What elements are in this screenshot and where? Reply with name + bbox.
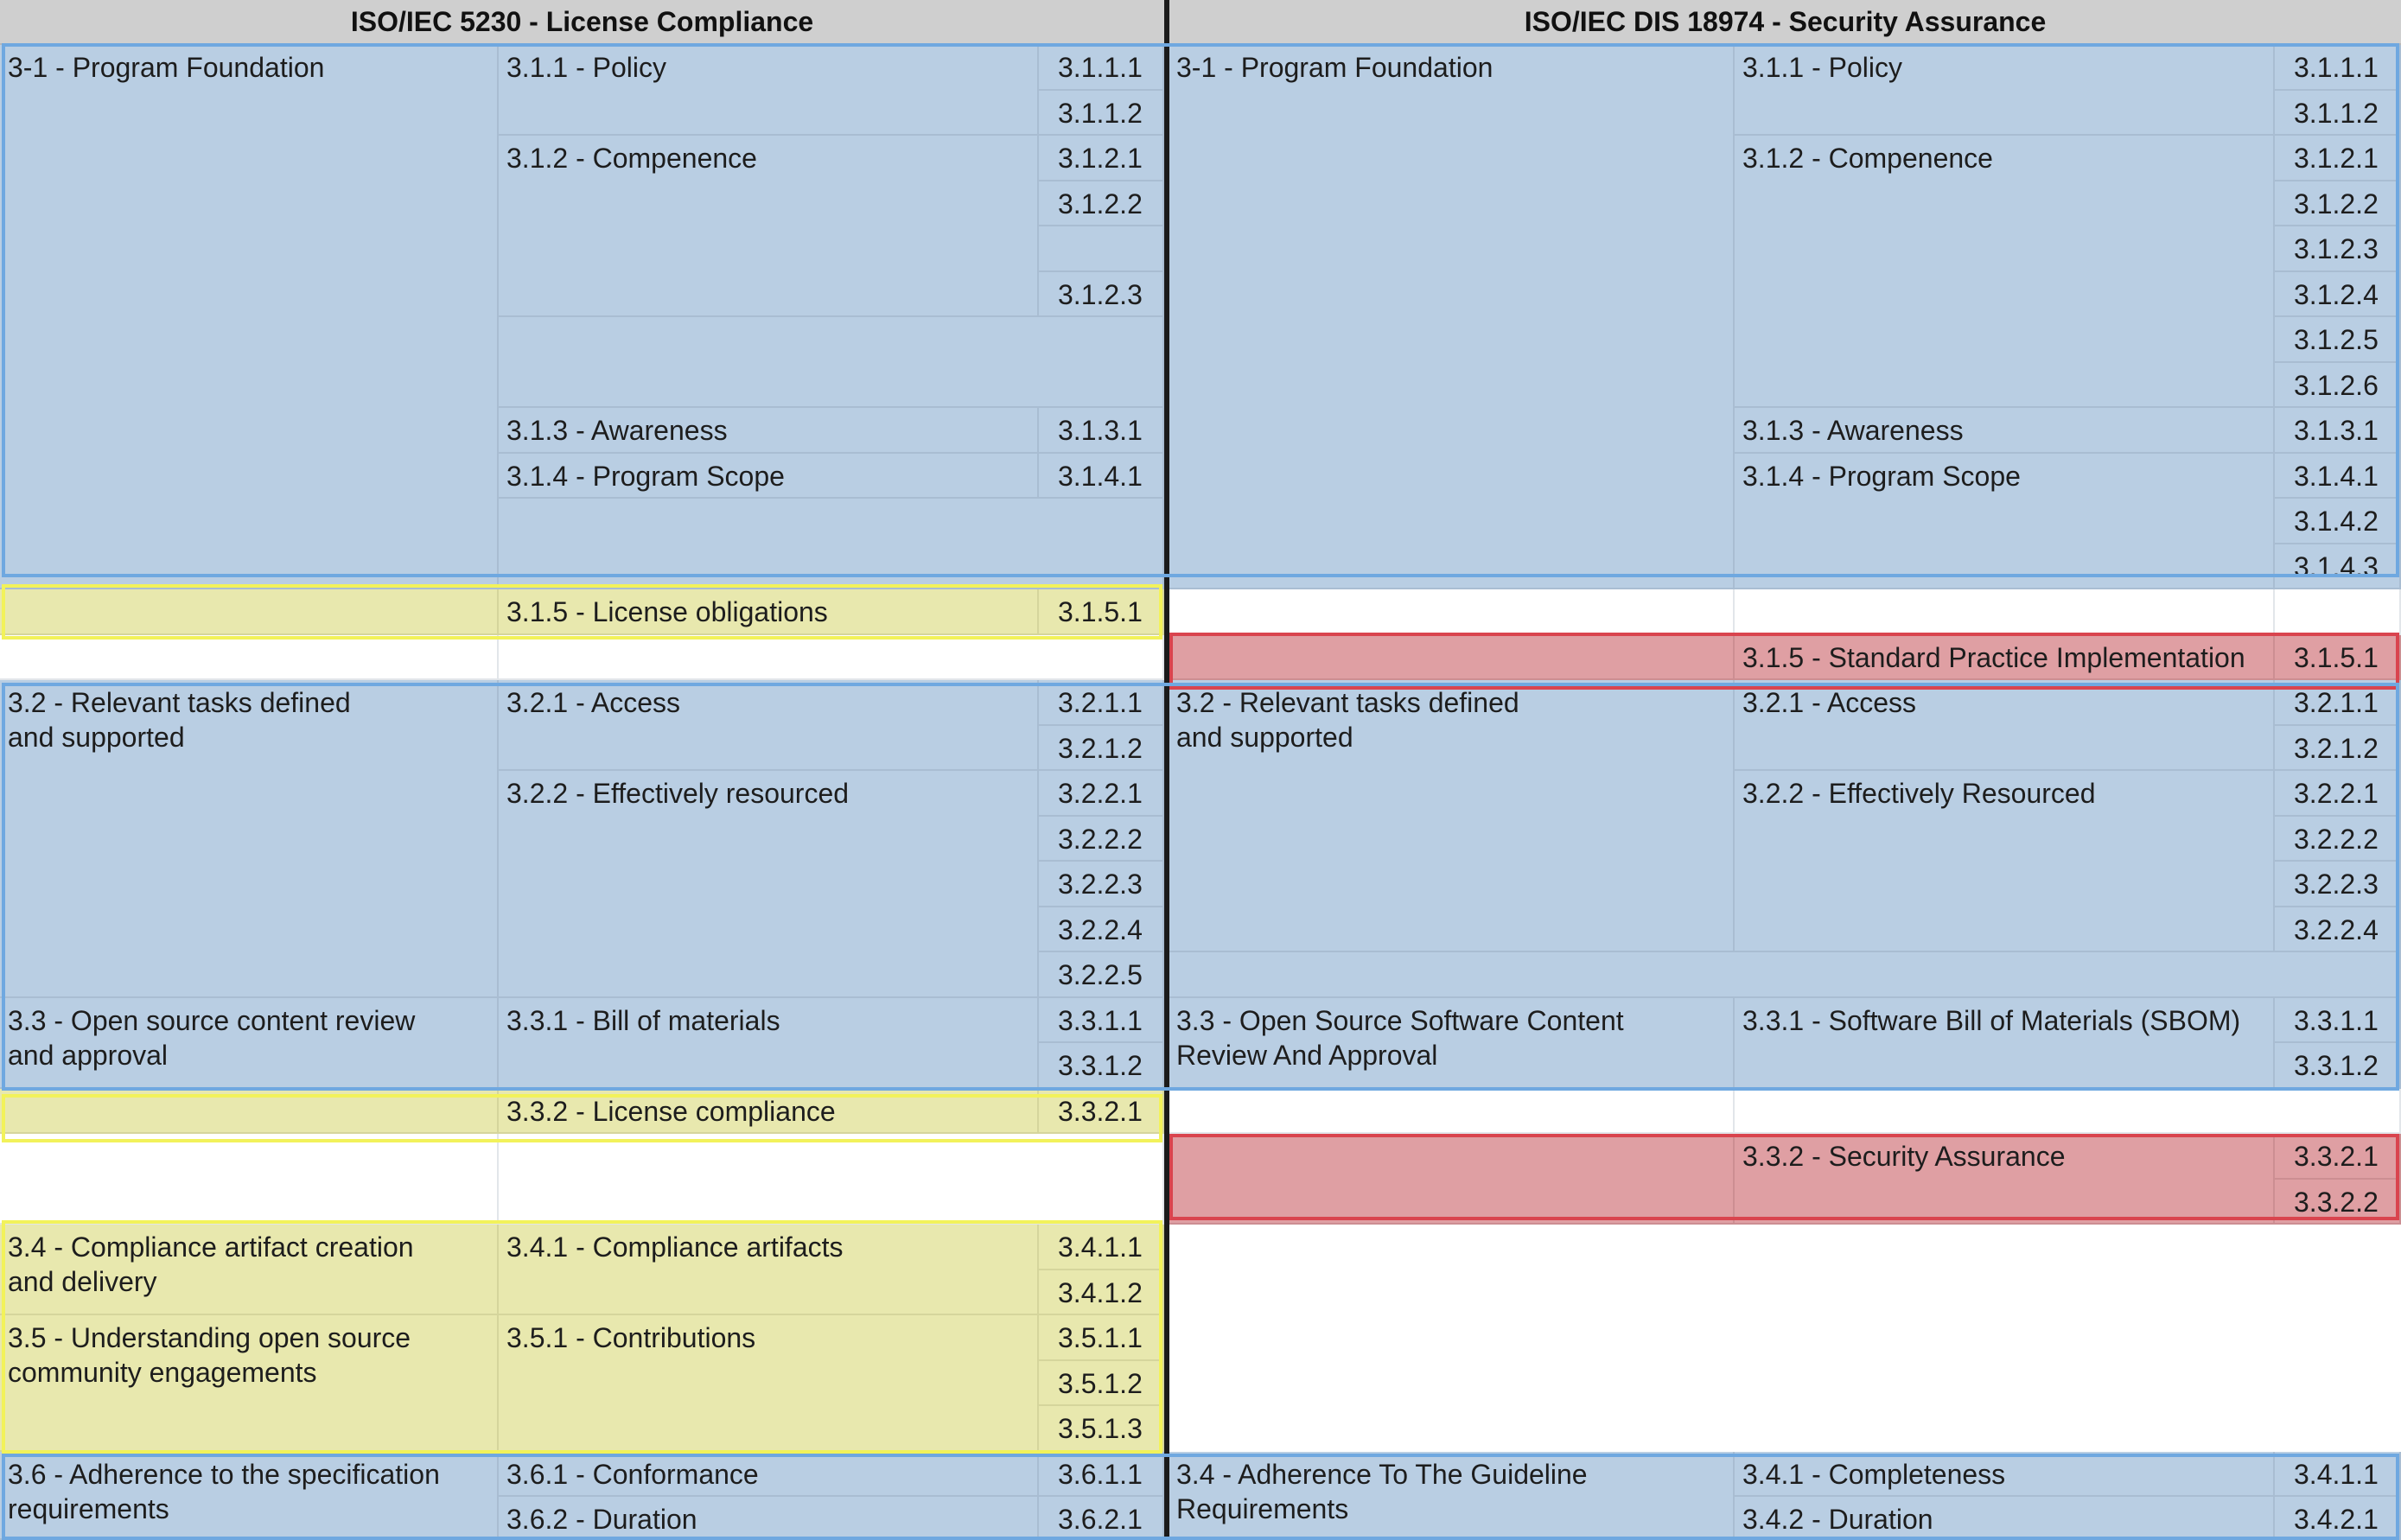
empty-cell[interactable]: [1169, 1089, 1735, 1134]
subsection-cell[interactable]: 3.1.5 - Standard Practice Implementation: [1735, 635, 2275, 680]
subsection-cell[interactable]: 3.2.2 - Effectively Resourced: [1735, 771, 2275, 952]
empty-cell[interactable]: [0, 1089, 499, 1134]
right-header-security-assurance: ISO/IEC DIS 18974 - Security Assurance: [1169, 0, 2401, 45]
clause-id-cell[interactable]: 3.1.2.5: [2275, 317, 2401, 363]
clause-id-cell[interactable]: 3.5.1.1: [1039, 1315, 1164, 1361]
clause-id-cell[interactable]: 3.1.4.1: [2275, 454, 2401, 499]
clause-id-cell[interactable]: 3.2.1.2: [2275, 726, 2401, 771]
subsection-cell[interactable]: 3.4.1 - Completeness: [1735, 1452, 2275, 1497]
clause-id-cell[interactable]: 3.2.2.1: [1039, 771, 1164, 817]
clause-id-cell[interactable]: 3.1.4.1: [1039, 454, 1164, 499]
section-cell[interactable]: 3.6 - Adherence to the specification requirements: [0, 1452, 499, 1540]
subsection-cell[interactable]: 3.1.4 - Program Scope: [1735, 454, 2275, 589]
empty-cell[interactable]: [499, 499, 1164, 589]
clause-id-cell[interactable]: 3.3.2.2: [2275, 1180, 2401, 1225]
section-cell[interactable]: 3-1 - Program Foundation: [0, 45, 499, 589]
clause-id-cell[interactable]: 3.4.1.2: [1039, 1270, 1164, 1315]
clause-id-cell[interactable]: 3.1.3.1: [2275, 408, 2401, 454]
clause-id-cell[interactable]: 3.6.2.1: [1039, 1497, 1164, 1540]
clause-id-cell[interactable]: 3.2.2.5: [1039, 952, 1164, 998]
empty-cell[interactable]: [499, 635, 1164, 680]
section-cell[interactable]: 3.2 - Relevant tasks defined and supported: [0, 680, 499, 998]
subsection-cell[interactable]: 3.2.2 - Effectively resourced: [499, 771, 1039, 998]
subsection-cell[interactable]: 3.2.1 - Access: [1735, 680, 2275, 771]
subsection-cell[interactable]: 3.1.1 - Policy: [499, 45, 1039, 136]
column-divider: [1164, 0, 1169, 1540]
clause-id-cell[interactable]: 3.6.1.1: [1039, 1452, 1164, 1497]
empty-cell[interactable]: [1169, 589, 1735, 635]
clause-id-cell[interactable]: 3.3.2.1: [1039, 1089, 1164, 1134]
clause-id-cell[interactable]: 3.4.2.1: [2275, 1497, 2401, 1540]
empty-cell[interactable]: [1169, 952, 2401, 998]
subsection-cell[interactable]: 3.3.2 - Security Assurance: [1735, 1134, 2275, 1225]
empty-cell[interactable]: [2275, 589, 2401, 635]
subsection-cell[interactable]: 3.6.1 - Conformance: [499, 1452, 1039, 1497]
subsection-cell[interactable]: 3.6.2 - Duration: [499, 1497, 1039, 1540]
clause-id-cell[interactable]: 3.2.2.3: [1039, 862, 1164, 907]
clause-id-cell[interactable]: 3.1.3.1: [1039, 408, 1164, 454]
section-cell[interactable]: 3.3 - Open source content review and approval: [0, 998, 499, 1089]
left-header-license-compliance: ISO/IEC 5230 - License Compliance: [0, 0, 1164, 45]
clause-id-cell[interactable]: 3.3.1.1: [2275, 998, 2401, 1043]
clause-id-cell[interactable]: 3.1.2.4: [2275, 272, 2401, 317]
clause-id-cell[interactable]: 3.1.1.2: [2275, 91, 2401, 136]
clause-id-cell[interactable]: 3.1.2.1: [1039, 136, 1164, 181]
section-cell[interactable]: 3.5 - Understanding open source community engagements: [0, 1315, 499, 1452]
empty-cell[interactable]: [499, 317, 1164, 408]
clause-id-cell[interactable]: 3.2.2.4: [1039, 907, 1164, 952]
clause-id-cell[interactable]: 3.1.2.3: [2275, 226, 2401, 272]
empty-cell[interactable]: [0, 589, 499, 635]
empty-cell[interactable]: [0, 1134, 499, 1225]
subsection-cell[interactable]: 3.3.1 - Bill of materials: [499, 998, 1039, 1089]
clause-id-cell[interactable]: 3.5.1.2: [1039, 1361, 1164, 1406]
empty-cell[interactable]: [0, 635, 499, 680]
section-cell[interactable]: 3.2 - Relevant tasks defined and supported: [1169, 680, 1735, 952]
clause-id-cell[interactable]: 3.3.1.2: [1039, 1043, 1164, 1089]
subsection-cell[interactable]: 3.4.1 - Compliance artifacts: [499, 1225, 1039, 1315]
subsection-cell[interactable]: 3.3.2 - License compliance: [499, 1089, 1039, 1134]
clause-id-cell[interactable]: 3.4.1.1: [1039, 1225, 1164, 1270]
clause-id-cell[interactable]: 3.1.1.2: [1039, 91, 1164, 136]
subsection-cell[interactable]: 3.2.1 - Access: [499, 680, 1039, 771]
clause-id-cell[interactable]: 3.1.4.3: [2275, 544, 2401, 589]
section-cell[interactable]: 3-1 - Program Foundation: [1169, 45, 1735, 589]
clause-id-cell[interactable]: 3.1.5.1: [1039, 589, 1164, 635]
clause-id-cell[interactable]: 3.3.1.1: [1039, 998, 1164, 1043]
clause-id-cell[interactable]: 3.4.1.1: [2275, 1452, 2401, 1497]
subsection-cell[interactable]: 3.1.3 - Awareness: [1735, 408, 2275, 454]
clause-id-cell[interactable]: 3.2.2.2: [1039, 817, 1164, 862]
subsection-cell[interactable]: 3.1.1 - Policy: [1735, 45, 2275, 136]
subsection-cell[interactable]: 3.1.2 - Compenence: [1735, 136, 2275, 408]
clause-id-cell[interactable]: 3.2.2.2: [2275, 817, 2401, 862]
empty-cell[interactable]: [1039, 226, 1164, 272]
clause-id-cell[interactable]: 3.1.2.3: [1039, 272, 1164, 317]
clause-id-cell[interactable]: 3.2.1.1: [1039, 680, 1164, 726]
clause-id-cell[interactable]: 3.2.1.2: [1039, 726, 1164, 771]
empty-cell[interactable]: [1169, 1134, 1735, 1225]
clause-id-cell[interactable]: 3.1.1.1: [2275, 45, 2401, 91]
subsection-cell[interactable]: 3.5.1 - Contributions: [499, 1315, 1039, 1452]
empty-cell[interactable]: [499, 1134, 1164, 1225]
clause-id-cell[interactable]: 3.1.2.2: [1039, 181, 1164, 226]
clause-id-cell[interactable]: 3.5.1.3: [1039, 1406, 1164, 1452]
clause-id-cell[interactable]: 3.1.2.6: [2275, 363, 2401, 408]
clause-id-cell[interactable]: 3.1.4.2: [2275, 499, 2401, 544]
clause-id-cell[interactable]: 3.1.2.2: [2275, 181, 2401, 226]
empty-cell[interactable]: [1735, 1089, 2401, 1134]
section-cell[interactable]: 3.4 - Compliance artifact creation and delivery: [0, 1225, 499, 1315]
subsection-cell[interactable]: 3.1.5 - License obligations: [499, 589, 1039, 635]
empty-cell[interactable]: [1169, 1225, 2401, 1452]
clause-id-cell[interactable]: 3.2.2.3: [2275, 862, 2401, 907]
clause-id-cell[interactable]: 3.3.2.1: [2275, 1134, 2401, 1180]
clause-id-cell[interactable]: 3.1.1.1: [1039, 45, 1164, 91]
subsection-cell[interactable]: 3.1.4 - Program Scope: [499, 454, 1039, 499]
clause-id-cell[interactable]: 3.2.2.1: [2275, 771, 2401, 817]
subsection-cell[interactable]: 3.4.2 - Duration: [1735, 1497, 2275, 1540]
subsection-cell[interactable]: 3.1.2 - Compenence: [499, 136, 1039, 317]
clause-id-cell[interactable]: 3.1.5.1: [2275, 635, 2401, 680]
empty-cell[interactable]: [1169, 635, 1735, 680]
section-cell[interactable]: 3.3 - Open Source Software Content Review And Approval: [1169, 998, 1735, 1089]
subsection-cell[interactable]: 3.1.3 - Awareness: [499, 408, 1039, 454]
clause-id-cell[interactable]: 3.1.2.1: [2275, 136, 2401, 181]
section-cell[interactable]: 3.4 - Adherence To The Guideline Requirements: [1169, 1452, 1735, 1540]
clause-id-cell[interactable]: 3.2.1.1: [2275, 680, 2401, 726]
empty-cell[interactable]: [1735, 589, 2275, 635]
clause-id-cell[interactable]: 3.3.1.2: [2275, 1043, 2401, 1089]
clause-id-cell[interactable]: 3.2.2.4: [2275, 907, 2401, 952]
subsection-cell[interactable]: 3.3.1 - Software Bill of Materials (SBOM): [1735, 998, 2275, 1089]
